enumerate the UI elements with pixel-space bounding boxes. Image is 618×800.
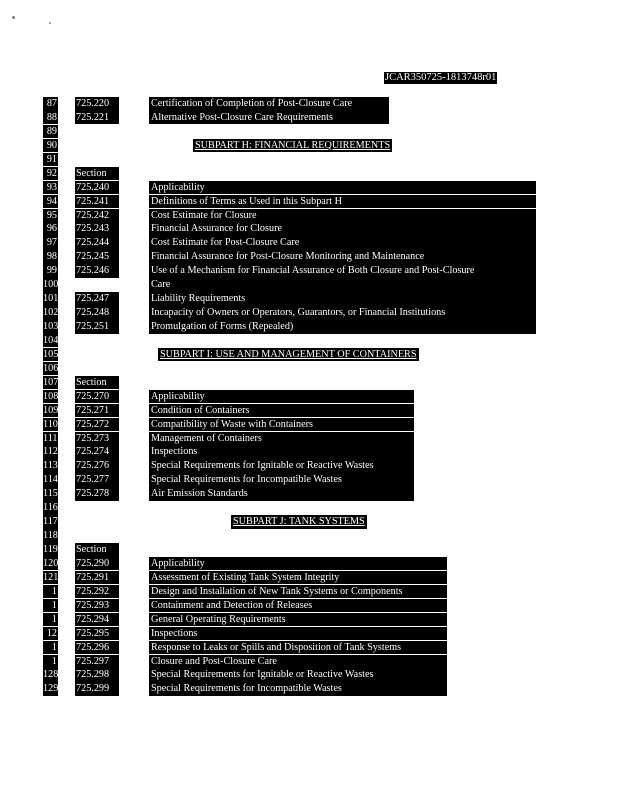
document-line <box>0 292 618 306</box>
section-number: 725.247 <box>75 292 119 306</box>
section-number: 725.243 <box>75 222 119 236</box>
document-line <box>0 515 618 529</box>
section-title: Response to Leaks or Spills and Disposition of Tank Systems <box>149 641 447 655</box>
document-line <box>0 125 618 139</box>
line-number: 89 <box>43 125 58 139</box>
section-number: 725.248 <box>75 306 119 320</box>
document-line <box>0 404 618 418</box>
subpart-heading: SUBPART H: FINANCIAL REQUIREMENTS <box>195 139 391 151</box>
line-number: 108 <box>43 390 59 402</box>
line-number: 96 <box>43 222 58 236</box>
document-line <box>0 459 618 473</box>
section-title: Cost Estimate for Closure <box>149 209 536 223</box>
document-line <box>0 139 618 153</box>
document-line <box>0 334 618 348</box>
section-title: Applicability <box>149 557 447 571</box>
section-title: Design and Installation of New Tank Systems or Components <box>149 585 447 599</box>
line-number: 87 <box>43 97 58 111</box>
document-line <box>0 222 618 236</box>
line-number: 128 <box>43 669 59 681</box>
document-line <box>0 445 618 459</box>
document-line <box>0 167 618 181</box>
line-number: 113 <box>43 460 58 472</box>
line-number: 120 <box>43 557 59 569</box>
section-title: Special Requirements for Incompatible Wastes <box>149 682 447 696</box>
document-line <box>0 585 618 599</box>
section-title: Certification of Completion of Post-Closure Care <box>149 97 389 111</box>
section-title: Alternative Post-Closure Care Requirements <box>149 111 389 125</box>
document-line <box>0 473 618 487</box>
line-number: 88 <box>43 111 58 125</box>
section-number: 725.242 <box>75 209 119 223</box>
document-line <box>0 97 618 111</box>
section-number: 725.290 <box>75 557 119 571</box>
section-title: Special Requirements for Ignitable or Reactive Wastes <box>149 459 414 473</box>
line-number: 102 <box>43 307 59 319</box>
section-number: 725.296 <box>75 641 119 655</box>
subpart-heading: SUBPART I: USE AND MANAGEMENT OF CONTAINERS <box>160 348 417 360</box>
document-line <box>0 153 618 167</box>
document-line <box>0 432 618 446</box>
document-line <box>0 209 618 223</box>
section-title: General Operating Requirements <box>149 613 447 627</box>
document-line <box>0 111 618 125</box>
section-number: Section <box>75 376 119 390</box>
section-number: 725.240 <box>75 181 119 195</box>
document-line <box>0 362 618 376</box>
document-line <box>0 348 618 362</box>
section-title: Air Emission Standards <box>149 487 414 501</box>
section-title: Closure and Post-Closure Care <box>149 655 447 669</box>
line-number: 99 <box>43 264 58 278</box>
section-number: 725.245 <box>75 250 119 264</box>
section-title: Applicability <box>149 181 536 195</box>
line-number: 1 <box>43 613 58 627</box>
line-number: 107 <box>43 376 59 388</box>
line-number: 112 <box>43 446 58 458</box>
document-line <box>0 181 618 195</box>
line-number: 117 <box>43 516 58 528</box>
section-title: Financial Assurance for Post-Closure Monitoring and Maintenance <box>149 250 536 264</box>
section-title: Compatibility of Waste with Containers <box>149 418 414 432</box>
section-number: 725.276 <box>75 459 119 473</box>
section-title: Inspections <box>149 627 447 641</box>
document-line <box>0 250 618 264</box>
section-number: 725.277 <box>75 473 119 487</box>
document-line <box>0 320 618 334</box>
line-number: 110 <box>43 418 58 430</box>
line-number: 90 <box>43 139 58 153</box>
section-number: 725.298 <box>75 668 119 682</box>
line-number: 95 <box>43 209 58 223</box>
section-number: 725.278 <box>75 487 119 501</box>
line-number: 129 <box>43 683 59 695</box>
document-line <box>0 390 618 404</box>
section-number: 725.221 <box>75 111 119 125</box>
section-title: Definitions of Terms as Used in this Subpart H <box>149 195 536 209</box>
line-number: 1 <box>43 641 58 655</box>
document-line <box>0 613 618 627</box>
document-line <box>0 418 618 432</box>
section-number: 725.244 <box>75 236 119 250</box>
section-number: 725.295 <box>75 627 119 641</box>
section-title: Special Requirements for Ignitable or Reactive Wastes <box>149 668 447 682</box>
section-title: Containment and Detection of Releases <box>149 599 447 613</box>
line-number: 111 <box>43 432 58 444</box>
document-line <box>0 264 618 278</box>
section-number: Section <box>75 167 119 181</box>
section-number: 725.299 <box>75 682 119 696</box>
line-list <box>0 97 618 696</box>
line-number: 106 <box>43 362 59 374</box>
section-number: 725.270 <box>75 390 119 404</box>
section-title: Condition of Containers <box>149 404 414 418</box>
section-number: Section <box>75 543 119 557</box>
subpart-heading: SUBPART J: TANK SYSTEMS <box>233 516 365 528</box>
line-number: 1 <box>43 585 58 599</box>
line-number: 97 <box>43 236 58 250</box>
section-number: 725.273 <box>75 432 119 446</box>
section-title: Promulgation of Forms (Repealed) <box>149 320 536 334</box>
line-number: 109 <box>43 404 59 416</box>
section-title: Use of a Mechanism for Financial Assurance of Both Closure and Post-Closure <box>149 264 536 278</box>
line-number: 104 <box>43 334 59 346</box>
section-number: 725.220 <box>75 97 119 111</box>
line-number: 121 <box>43 571 59 583</box>
line-number: 92 <box>43 167 58 181</box>
line-number: 119 <box>43 544 58 555</box>
document-line <box>0 278 618 292</box>
document-line <box>0 655 618 669</box>
document-line <box>0 668 618 682</box>
section-title: Special Requirements for Incompatible Wastes <box>149 473 414 487</box>
document-line <box>0 236 618 250</box>
line-number: 94 <box>43 195 58 209</box>
line-number: 98 <box>43 250 58 264</box>
line-number: 91 <box>43 153 58 167</box>
section-number: 725.246 <box>75 264 119 278</box>
line-number: 118 <box>43 530 58 542</box>
document-line <box>0 641 618 655</box>
line-number: 1 <box>43 655 58 669</box>
section-title: Financial Assurance for Closure <box>149 222 536 236</box>
section-number: 725.291 <box>75 571 119 585</box>
section-title: Applicability <box>149 390 414 404</box>
document-line <box>0 376 618 390</box>
section-title: Incapacity of Owners or Operators, Guarantors, or Financial Institutions <box>149 306 536 320</box>
section-number: 725.294 <box>75 613 119 627</box>
document-line <box>0 599 618 613</box>
document-line <box>0 627 618 641</box>
line-number: 100 <box>43 279 59 291</box>
section-title: Care <box>149 278 536 292</box>
document-line <box>0 306 618 320</box>
line-number: 105 <box>43 348 59 360</box>
document-line <box>0 487 618 501</box>
section-title: Management of Containers <box>149 432 414 446</box>
scan-speck <box>12 16 15 19</box>
scan-speck <box>49 22 51 24</box>
document-id: JCAR350725-1813748r01 <box>385 72 497 83</box>
line-number: 12 <box>43 627 58 641</box>
document-line <box>0 557 618 571</box>
section-title: Liability Requirements <box>149 292 536 306</box>
section-number: 725.293 <box>75 599 119 613</box>
document-line <box>0 682 618 696</box>
section-number: 725.251 <box>75 320 119 334</box>
section-title: Inspections <box>149 445 414 459</box>
line-number: 115 <box>43 488 58 500</box>
line-number: 103 <box>43 321 59 332</box>
section-number: 725.241 <box>75 195 119 209</box>
line-number: 1 <box>43 599 58 613</box>
document-line <box>0 529 618 543</box>
section-title: Cost Estimate for Post-Closure Care <box>149 236 536 250</box>
line-number: 101 <box>43 293 59 305</box>
section-number: 725.292 <box>75 585 119 599</box>
section-number: 725.297 <box>75 655 119 669</box>
section-number: 725.274 <box>75 445 119 459</box>
section-number: 725.272 <box>75 418 119 432</box>
document-line <box>0 571 618 585</box>
line-number: 93 <box>43 181 58 195</box>
document-line <box>0 543 618 557</box>
document-line <box>0 195 618 209</box>
section-number: 725.271 <box>75 404 119 418</box>
line-number: 116 <box>43 502 58 514</box>
line-number: 114 <box>43 474 58 486</box>
document-line <box>0 501 618 515</box>
section-title: Assessment of Existing Tank System Integrity <box>149 571 447 585</box>
